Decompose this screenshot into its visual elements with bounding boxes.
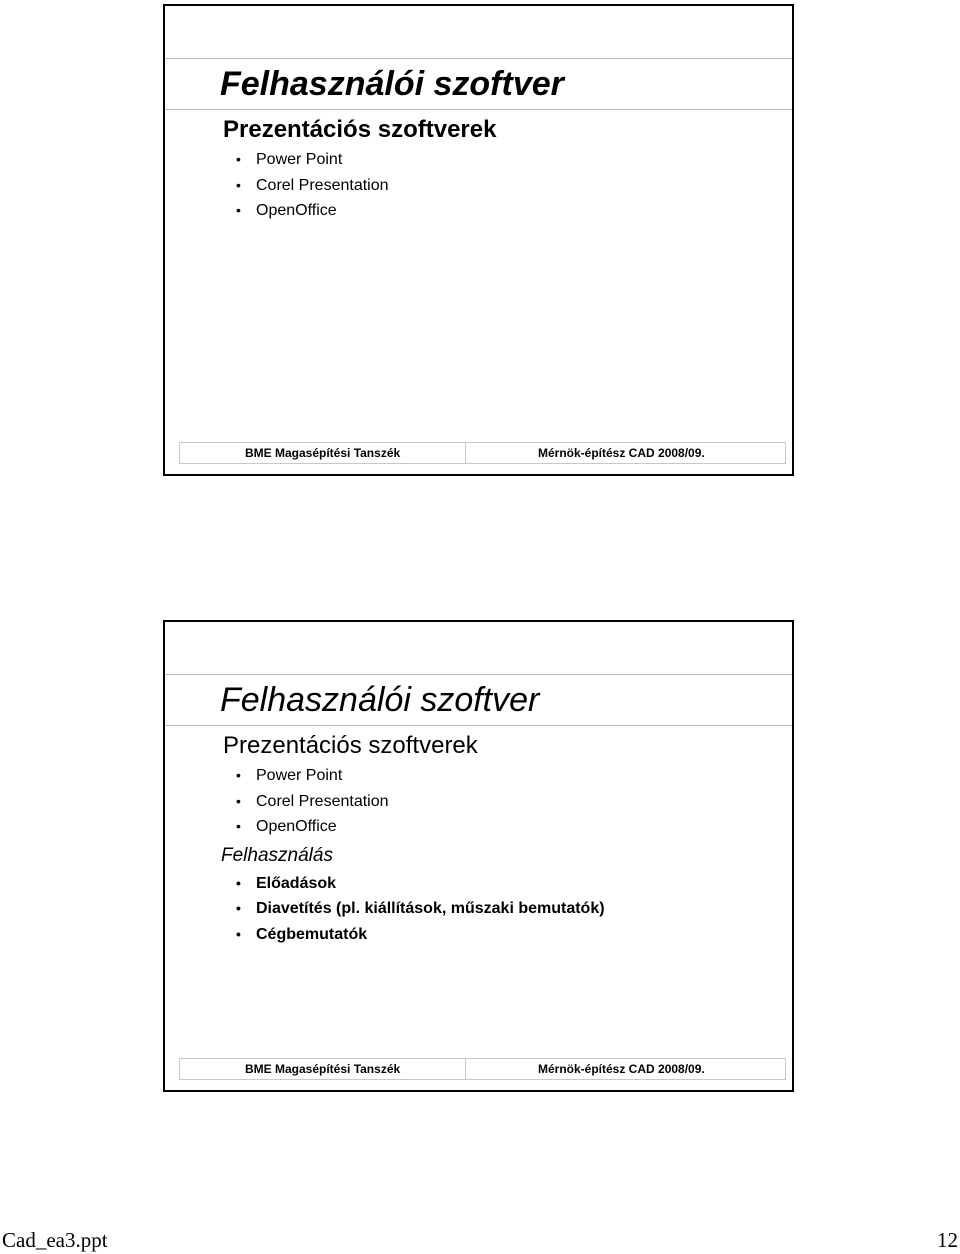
list-item — [236, 896, 782, 922]
bullet-icon: • — [236, 176, 241, 193]
slide-content — [223, 115, 782, 224]
footer-course: Mérnök-építész CAD 2008/09. — [538, 446, 705, 460]
list-item-text: Corel Presentation — [256, 176, 389, 194]
bullet-list-usage — [223, 871, 782, 948]
list-item — [236, 871, 782, 897]
list-item — [236, 763, 782, 789]
footer-course: Mérnök-építész CAD 2008/09. — [538, 1062, 705, 1076]
slide-1 — [163, 4, 794, 476]
bullet-icon: • — [236, 874, 241, 891]
list-item-text: OpenOffice — [256, 202, 337, 219]
list-item-text: Power Point — [256, 151, 343, 168]
slide-footer — [179, 442, 786, 464]
list-item-text: Corel Presentation — [256, 792, 389, 810]
section-subheading: Felhasználás — [221, 844, 333, 866]
page-number: 12 — [937, 1228, 958, 1252]
bullet-icon: • — [236, 767, 241, 783]
list-item-text: Cégbemutatók — [256, 925, 368, 943]
list-item-text: Előadások — [256, 874, 337, 892]
bullet-icon: • — [236, 925, 241, 942]
slide-title-band — [165, 58, 792, 110]
list-item — [236, 198, 782, 224]
bullet-icon: • — [236, 818, 241, 834]
bullet-list — [223, 763, 782, 840]
list-item — [236, 173, 782, 199]
slide-2 — [163, 620, 794, 1092]
slide-title-band — [165, 674, 792, 726]
bullet-icon: • — [236, 900, 241, 916]
list-item-text: Power Point — [256, 767, 343, 784]
list-item-text: Diavetítés (pl. kiállítások, műszaki bemutatók) — [256, 900, 605, 917]
section-heading: Prezentációs szoftverek — [223, 732, 478, 759]
bullet-icon: • — [236, 151, 241, 167]
footer-department: BME Magasépítési Tanszék — [245, 446, 401, 460]
slide-title: Felhasználói szoftver — [220, 681, 540, 719]
bullet-icon: • — [236, 792, 241, 809]
footer-divider — [465, 443, 466, 463]
bullet-list — [223, 147, 782, 224]
slide-content — [223, 731, 782, 947]
footer-divider — [465, 1059, 466, 1079]
list-item — [236, 147, 782, 173]
slide-footer — [179, 1058, 786, 1080]
document-file-name: Cad_ea3.ppt — [2, 1228, 108, 1252]
list-item-text: OpenOffice — [256, 818, 337, 835]
bullet-icon: • — [236, 202, 241, 218]
footer-department: BME Magasépítési Tanszék — [245, 1062, 401, 1076]
list-item — [236, 922, 782, 948]
list-item — [236, 789, 782, 815]
slide-title: Felhasználói szoftver — [220, 65, 564, 103]
section-heading: Prezentációs szoftverek — [223, 116, 497, 143]
list-item — [236, 814, 782, 840]
